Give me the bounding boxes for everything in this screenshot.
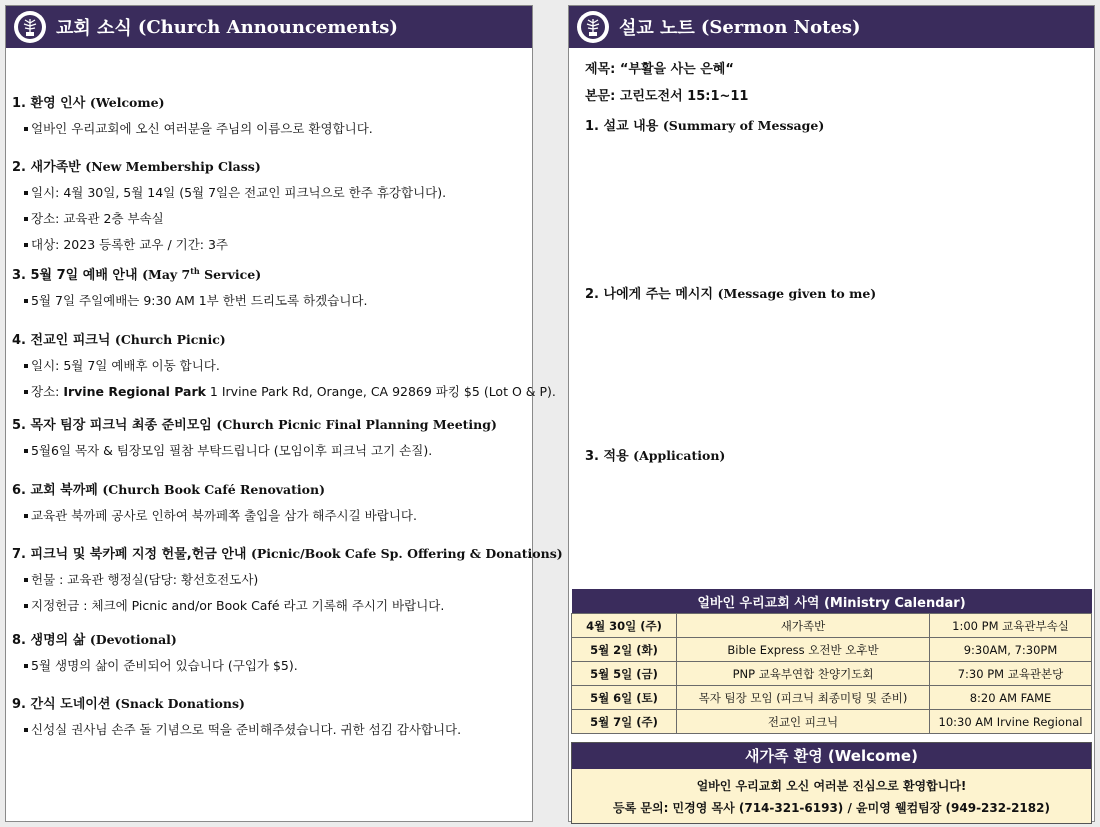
- list-item: 교육관 북까페 공사로 인하여 북까페쪽 출입을 삼가 해주시길 바랍니다.: [24, 506, 417, 524]
- section-title-en: (Picnic/Book Cafe Sp. Offering & Donations): [250, 546, 563, 561]
- church-logo-icon: [577, 11, 609, 43]
- list-item: 대상: 2023 등록한 교우 / 기간: 3주: [24, 235, 446, 253]
- section-title-en: (Welcome): [89, 95, 165, 110]
- section-title-en: (Church Book Café Renovation): [102, 482, 326, 497]
- section-title: 5. 목자 팀장 피크닉 최종 준비모임: [12, 418, 212, 433]
- table-row: 5월 5일 (금) PNP 교육부연합 찬양기도회 7:30 PM 교육관본당: [572, 662, 1092, 686]
- welcome-box: [571, 742, 1092, 824]
- section-may7-service: [12, 264, 367, 309]
- sermon-notes-panel: [568, 5, 1095, 822]
- section-book-cafe: [12, 479, 417, 524]
- section-membership: [12, 156, 446, 253]
- list-item: 지정헌금 : 체크에 Picnic and/or Book Café 라고 기록해 주시기 바랍니다.: [24, 596, 563, 614]
- registration-contact: 등록 문의: 민경영 목사 (714-321-6193) / 윤미영 웰컴팀장 (949-232-2182): [613, 801, 1050, 815]
- list-item: 신성실 권사님 손주 돌 기념으로 떡을 준비해주셨습니다. 귀한 섬김 감사합니다.: [24, 720, 461, 738]
- welcome-title: 새가족 환영 (Welcome): [572, 743, 1091, 769]
- table-row: 5월 2일 (화) Bible Express 오전반 오후반 9:30AM, 7:30PM: [572, 638, 1092, 662]
- calendar-title: 얼바인 우리교회 사역 (Ministry Calendar): [572, 589, 1092, 614]
- table-row: 5월 6일 (토) 목자 팀장 모임 (피크닉 최종미팅 및 준비) 8:20 AM FAME: [572, 686, 1092, 710]
- section-welcome: [12, 92, 373, 137]
- section-title: 3. 5월 7일 예배 안내: [12, 268, 138, 283]
- section-title-en: (May 7th Service): [142, 265, 262, 282]
- announcements-panel: [5, 5, 563, 822]
- sermon-scripture: 본문: 고린도전서 15:1~11: [585, 89, 749, 104]
- section-title: 7. 피크닉 및 북카페 지정 헌물,헌금 안내: [12, 547, 247, 562]
- section-devotional: [12, 629, 298, 674]
- section-snack: [12, 693, 461, 738]
- church-logo-icon: [14, 11, 46, 43]
- section-title: 2. 새가족반: [12, 160, 81, 175]
- sermon-title-ko: 설교 노트: [619, 18, 695, 39]
- welcome-message: 얼바인 우리교회 오신 여러분 진심으로 환영합니다!: [696, 779, 967, 793]
- list-item: 일시: 5월 7일 예배후 이동 합니다.: [24, 356, 556, 374]
- list-item: 5월 7일 주일예배는 9:30 AM 1부 한번 드리도록 하겠습니다.: [24, 291, 367, 309]
- section-title-en: (Church Picnic): [114, 332, 226, 347]
- announcements-title-en: (Church Announcements): [137, 16, 398, 38]
- section-title: 1. 환영 인사: [12, 96, 86, 111]
- section-title-en: (Snack Donations): [114, 696, 245, 711]
- sermon-header: [569, 6, 1094, 48]
- list-item: 얼바인 우리교회에 오신 여러분을 주님의 이름으로 환영합니다.: [24, 119, 373, 137]
- section-picnic: [12, 329, 556, 400]
- list-item: 장소: 교육관 2층 부속실: [24, 209, 446, 227]
- list-item: 5월6일 목자 & 팀장모임 필참 부탁드립니다 (모임이후 피크닉 고기 손질).: [24, 441, 497, 459]
- sermon-subject: 제목: “부활을 사는 은혜“: [585, 62, 734, 77]
- section-title: 6. 교회 북까페: [12, 483, 98, 498]
- list-item: 헌물 : 교육관 행정실(담당: 황선호전도사): [24, 570, 563, 588]
- section-title: 8. 생명의 삶: [12, 633, 86, 648]
- announcements-title-ko: 교회 소식: [56, 18, 132, 39]
- sermon-application-heading: 3. 적용 (Application): [585, 448, 726, 464]
- table-row: 5월 7일 (주) 전교인 피크닉 10:30 AM Irvine Regional: [572, 710, 1092, 734]
- list-item: 5월 생명의 삶이 준비되어 있습니다 (구입가 $5).: [24, 656, 298, 674]
- section-offering: [12, 543, 563, 614]
- announcements-header: [6, 6, 532, 48]
- list-item: 장소: Irvine Regional Park 1 Irvine Park Rd, Orange, CA 92869 파킹 $5 (Lot O & P).: [24, 382, 556, 400]
- sermon-message-heading: 2. 나에게 주는 메시지 (Message given to me): [585, 286, 877, 302]
- list-item: 일시: 4월 30일, 5월 14일 (5월 7일은 전교인 피크닉으로 한주 휴강합니다).: [24, 183, 446, 201]
- section-title: 9. 간식 도네이션: [12, 697, 111, 712]
- section-planning-meeting: [12, 414, 497, 459]
- section-title-en: (New Membership Class): [85, 159, 261, 174]
- section-title-en: (Church Picnic Final Planning Meeting): [216, 417, 497, 432]
- table-row: 4월 30일 (주) 새가족반 1:00 PM 교육관부속실: [572, 614, 1092, 638]
- section-title: 4. 전교인 피크닉: [12, 333, 111, 348]
- section-title-en: (Devotional): [89, 632, 177, 647]
- sermon-title-en: (Sermon Notes): [700, 16, 861, 38]
- sermon-summary-heading: 1. 설교 내용 (Summary of Message): [585, 118, 825, 134]
- ministry-calendar-table: [571, 589, 1092, 734]
